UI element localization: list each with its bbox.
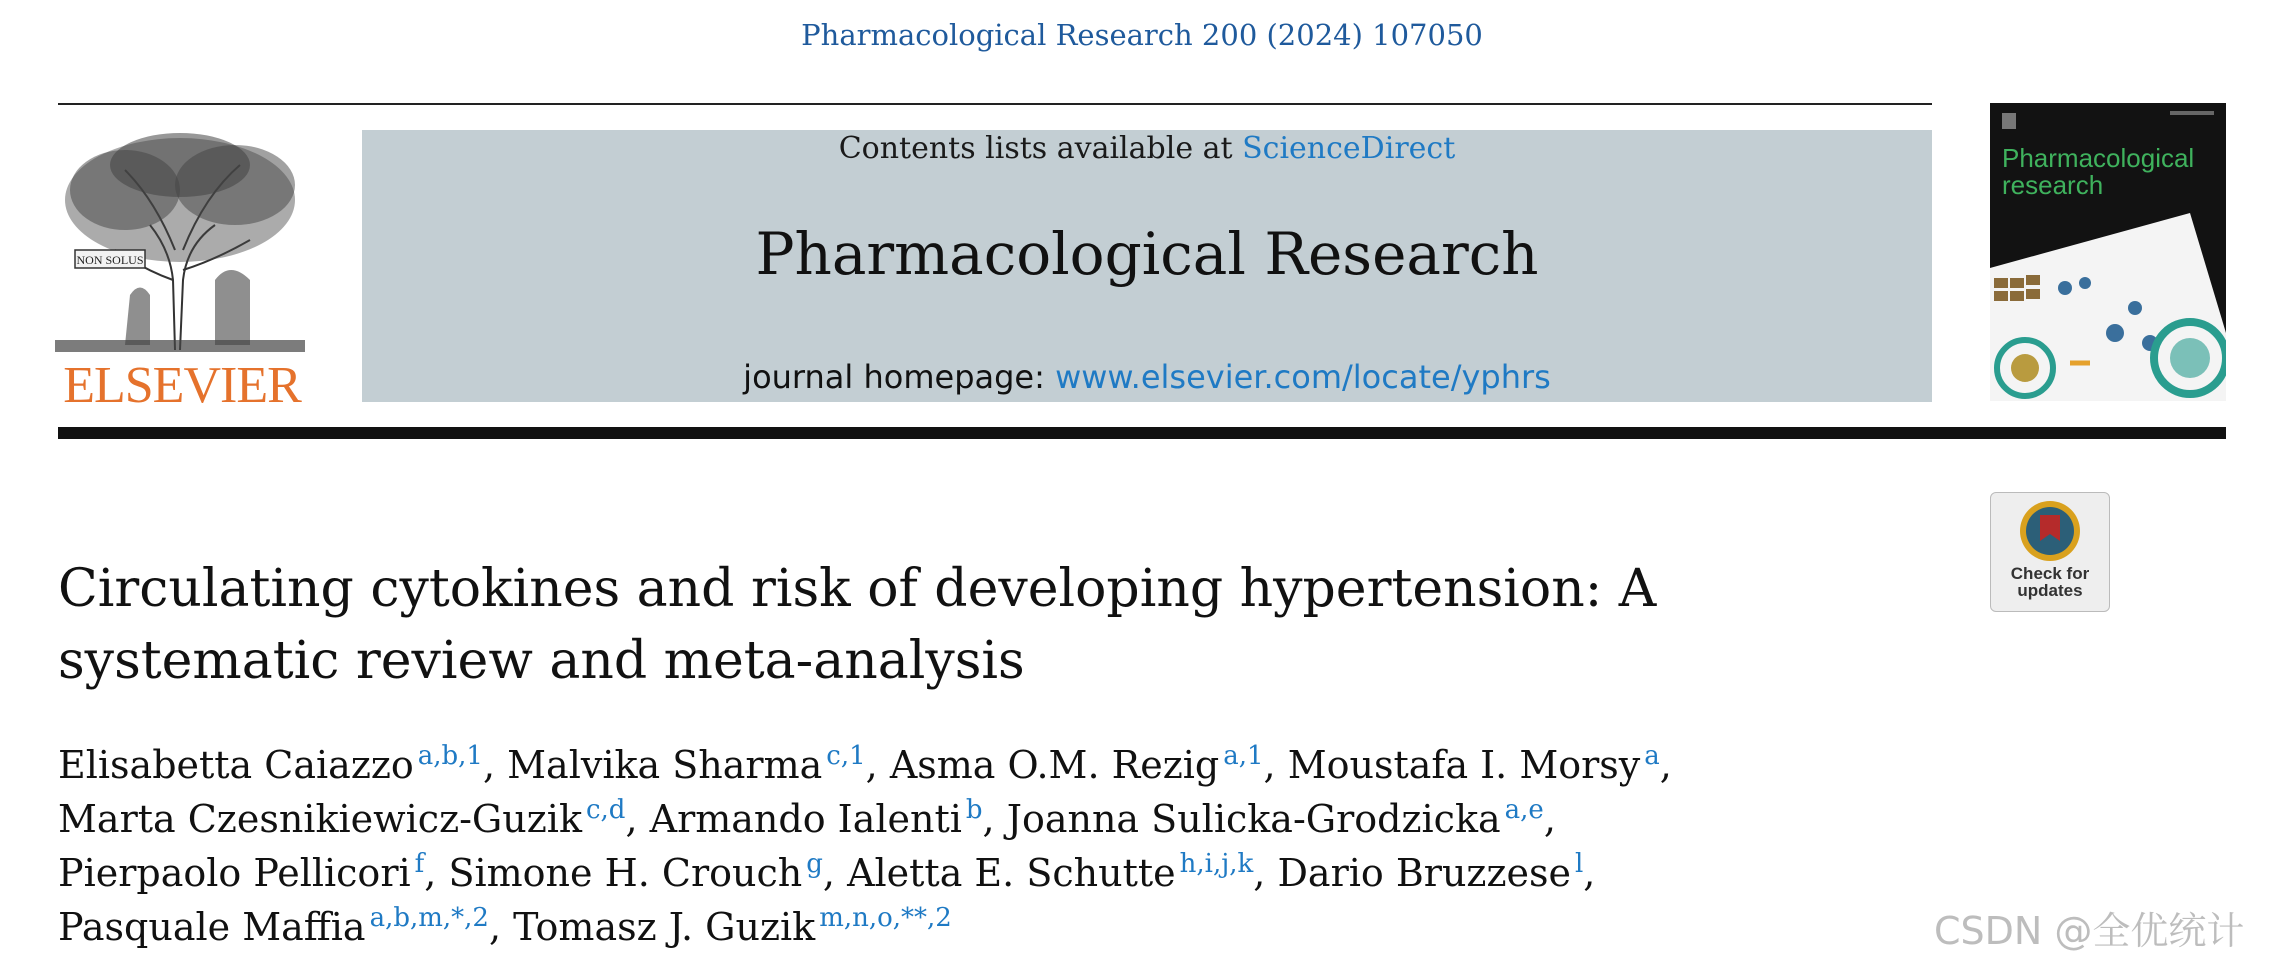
header-thick-rule [58, 427, 2226, 439]
affiliation-ref[interactable]: g [806, 849, 823, 879]
author-line-2: Marta Czesnikiewicz-Guzik $^{c,d}$, Armando Ialenti $^b$, Joanna Sulicka-Grodzicka $^{a,e}$, [58, 795, 1556, 841]
journal-cover[interactable] [1990, 103, 2226, 401]
author-name: Simone H. Crouch [448, 851, 803, 895]
author-line-1: Elisabetta Caiazzo $^{a,b,1}$, Malvika Sharma $^{c,1}$, Asma O.M. Rezig $^{a,1}$, Moustafa I. Morsy $^a$, [58, 741, 1672, 787]
author-name: Aletta E. Schutte [847, 851, 1176, 895]
csdn-watermark: CSDN @全优统计 [1934, 909, 2245, 953]
author-line-4: Pasquale Maffia $^{a,b,m,*,2}$, Tomasz J. Guzik $^{m,n,o,**,2}$ [58, 903, 952, 949]
affiliation-ref[interactable]: b [965, 795, 983, 825]
check-updates-icon [1991, 493, 2109, 565]
journal-citation[interactable]: Pharmacological Research 200 (2024) 107050 [801, 18, 1483, 52]
author-name: Tomasz J. Guzik [513, 905, 816, 949]
author-name: Armando Ialenti [649, 797, 962, 841]
logo-banner-text: NON SOLUS [76, 253, 144, 267]
author-name: Moustafa I. Morsy [1287, 743, 1641, 787]
author-name: Pasquale Maffia [58, 905, 366, 949]
author-name: Asma O.M. Rezig [889, 743, 1220, 787]
elsevier-wordmark: ELSEVIER [63, 357, 301, 414]
affiliation-ref[interactable]: a,1 [1223, 741, 1264, 771]
check-for-updates-button[interactable] [1990, 492, 2110, 612]
contents-prefix: Contents lists available at [838, 131, 1243, 166]
cover-title: Pharmacological research [2002, 143, 2195, 200]
author-name: Malvika Sharma [507, 743, 823, 787]
author-name: Dario Bruzzese [1277, 851, 1571, 895]
affiliation-ref[interactable]: c,d [585, 795, 626, 825]
author-name: Elisabetta Caiazzo [58, 743, 414, 787]
affiliation-ref[interactable]: m,n,o,**,2 [819, 903, 952, 933]
homepage-prefix: journal homepage: [743, 358, 1056, 396]
journal-name: Pharmacological Research [755, 220, 1539, 288]
check-updates-text: Check for updates [2010, 564, 2090, 600]
journal-masthead [362, 130, 1932, 402]
article-title: Circulating cytokines and risk of developing hypertension: A systematic review and meta-analysis [58, 559, 1657, 691]
contents-line [362, 131, 1932, 166]
affiliation-ref[interactable]: h,i,j,k [1179, 849, 1254, 879]
homepage-link[interactable]: www.elsevier.com/locate/yphrs [1055, 358, 1551, 396]
author-list [58, 738, 2058, 954]
header-top-rule [58, 103, 1932, 105]
sciencedirect-link[interactable]: ScienceDirect [1242, 131, 1456, 166]
homepage-line [362, 358, 1932, 396]
author-name: Joanna Sulicka-Grodzicka [1006, 797, 1501, 841]
affiliation-ref[interactable]: a,b,m,*,2 [369, 903, 489, 933]
affiliation-ref[interactable]: c,1 [826, 741, 866, 771]
author-name: Pierpaolo Pellicori [58, 851, 411, 895]
author-name: Marta Czesnikiewicz-Guzik [58, 797, 582, 841]
affiliation-ref[interactable]: a,e [1504, 795, 1544, 825]
author-line-3: Pierpaolo Pellicori $^f$, Simone H. Crouch $^g$, Aletta E. Schutte $^{h,i,j,k}$, Dario Bruzzese $^l$, [58, 849, 1596, 895]
affiliation-ref[interactable]: a,b,1 [417, 741, 483, 771]
affiliation-ref[interactable]: l [1574, 849, 1584, 879]
affiliation-ref[interactable]: a [1644, 741, 1660, 771]
affiliation-ref[interactable]: f [414, 849, 425, 879]
